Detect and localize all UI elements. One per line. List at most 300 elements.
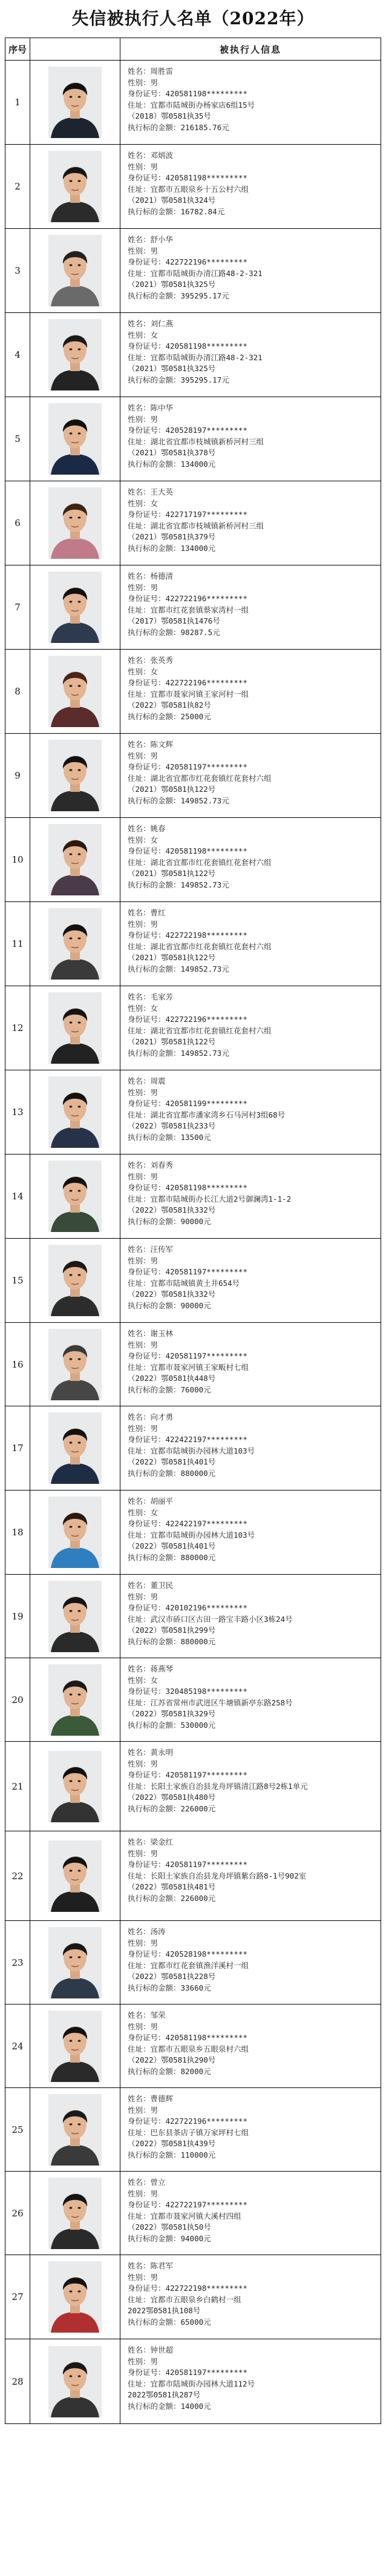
enforcement-amount: 执行标的金额：530000元 [128, 1720, 216, 1730]
portrait-photo [48, 487, 102, 559]
debtor-name: 姓名：梁金红 [128, 1837, 174, 1846]
portrait-cell [30, 229, 120, 312]
debtor-id-number: 身份证号：420581198********* [128, 846, 247, 855]
portrait-cell [30, 397, 120, 481]
portrait-photo [48, 1497, 102, 1568]
table-row [5, 986, 381, 1070]
debtor-id-number: 身份证号：422722196********* [128, 1015, 247, 1024]
debtor-gender: 性别：男 [128, 2356, 159, 2366]
case-number: （2022）鄂0581执228号 [128, 1972, 216, 1981]
debtor-id-number: 身份证号：320485198********* [128, 1687, 247, 1696]
debtor-address: 住址：湖北省宜都市红花套镇红花套村六组 [128, 1026, 272, 1035]
debtor-info [120, 2172, 381, 2255]
debtor-name: 姓名：刘春秀 [128, 1161, 174, 1170]
case-number: （2021）鄂0581执378号 [128, 448, 216, 457]
debtor-name: 姓名：舒小华 [128, 235, 174, 244]
debtor-info [120, 2088, 381, 2171]
enforcement-amount: 执行标的金额：134000元 [128, 543, 216, 553]
row-number: 21 [5, 1742, 30, 1831]
debtor-name: 姓名：邓炳波 [128, 151, 174, 160]
debtor-id-number: 身份证号：422722197********* [128, 2200, 247, 2209]
enforcement-amount: 执行标的金额：90000元 [128, 1300, 211, 1310]
debtor-address: 住址：宜都市陆城街办清江路48-2-321 [128, 268, 263, 278]
portrait-photo [48, 1076, 102, 1148]
table-row [5, 1921, 381, 2004]
debtor-address: 住址：巴东县茶店子镇万家坪村七组 [128, 2127, 249, 2137]
debtor-info [120, 902, 381, 986]
portrait-photo [48, 1751, 102, 1822]
debtor-name: 姓名：曹德辉 [128, 2094, 174, 2103]
row-number: 2 [5, 145, 30, 228]
debtor-gender: 性别：男 [128, 2189, 159, 2198]
row-number: 27 [5, 2255, 30, 2339]
table-row [5, 313, 381, 397]
debtor-info [120, 1831, 381, 1920]
debtor-address: 住址：宜都市陆城街办清江路48-2-321 [128, 352, 263, 362]
debtor-address: 住址：湖北省宜都市红花套镇红花套村六组 [128, 773, 272, 783]
case-number: （2022）鄂0581执481号 [128, 1882, 216, 1891]
portrait-photo [48, 1245, 102, 1316]
debtor-id-number: 身份证号：420581198********* [128, 2033, 247, 2042]
debtor-name: 姓名：陈中华 [128, 403, 174, 412]
debtor-address: 住址：宜都市红花套镇蔡家湾村一组 [128, 605, 249, 614]
debtor-id-number: 身份证号：420581197********* [128, 762, 247, 771]
debtor-gender: 性别：女 [128, 1675, 159, 1685]
enforcement-amount: 执行标的金额：76000元 [128, 1385, 211, 1394]
case-number: （2021）鄂0581执122号 [128, 1037, 216, 1046]
debtor-gender: 性别：女 [128, 1003, 159, 1013]
table-row [5, 1658, 381, 1742]
debtor-address: 住址：宜都市陆城街办园林大道103号 [128, 1530, 255, 1540]
row-number: 25 [5, 2088, 30, 2171]
debtor-name: 姓名：刘仁燕 [128, 319, 174, 328]
debtor-name: 姓名：蒋燕琴 [128, 1664, 174, 1673]
debtor-info [120, 1491, 381, 1574]
debtor-info [120, 61, 381, 144]
portrait-cell [30, 1742, 120, 1831]
portrait-cell [30, 565, 120, 649]
header-info: 被执行人信息 [219, 44, 281, 55]
case-number: 2022鄂0581执287号 [128, 2390, 201, 2399]
debtor-info [120, 481, 381, 565]
debtor-gender: 性别：男 [128, 919, 159, 929]
portrait-photo [48, 2178, 102, 2249]
row-number: 9 [5, 734, 30, 817]
debtor-id-number: 身份证号：422722196********* [128, 2116, 247, 2126]
portrait-cell [30, 1406, 120, 1490]
portrait-cell [30, 902, 120, 986]
debtor-address: 住址：湖北省宜都市潘家湾乡石马河村3组68号 [128, 1110, 286, 1119]
portrait-cell [30, 2255, 120, 2339]
debtor-gender: 性别：女 [128, 498, 159, 508]
debtor-gender: 性别：男 [128, 751, 159, 760]
portrait-photo [48, 1927, 102, 1998]
row-number: 14 [5, 1155, 30, 1238]
portrait-cell [30, 145, 120, 228]
enforcement-amount: 执行标的金额：880000元 [128, 1636, 216, 1646]
debtor-gender: 性别：男 [128, 1848, 159, 1858]
row-number: 19 [5, 1575, 30, 1658]
debtor-id-number: 身份证号：422722196********* [128, 594, 247, 603]
table-row [5, 650, 381, 734]
debtor-gender: 性别：男 [128, 414, 159, 424]
debtor-name: 姓名：董卫民 [128, 1581, 174, 1590]
case-number: （2022）鄂0581执50号 [128, 2222, 211, 2232]
debtor-info [120, 1406, 381, 1490]
debtor-name: 姓名：汤涛 [128, 1927, 166, 1936]
enforcement-amount: 执行标的金额：134000元 [128, 459, 216, 469]
portrait-photo [48, 572, 102, 643]
case-number: （2022）鄂0581执332号 [128, 1205, 216, 1214]
table-row [5, 2172, 381, 2255]
case-number: （2022）鄂0581执480号 [128, 1793, 216, 1802]
debtor-id-number: 身份证号：420581197********* [128, 1770, 247, 1779]
table-row [5, 902, 381, 986]
case-number: （2017）鄂0581执1476号 [128, 616, 220, 625]
case-number: （2021）鄂0581执379号 [128, 532, 216, 541]
debtor-address: 住址：宜都市聂家河镇王家畈村七组 [128, 1362, 249, 1372]
debtor-id-number: 身份证号：420581197********* [128, 1267, 247, 1276]
debtor-gender: 性别：男 [128, 1087, 159, 1097]
debtor-id-number: 身份证号：422722196********* [128, 678, 247, 687]
row-number: 13 [5, 1070, 30, 1154]
portrait-photo [48, 319, 102, 390]
debtor-info [120, 818, 381, 901]
table-row [5, 61, 381, 145]
case-number: （2022）鄂0581执401号 [128, 1457, 216, 1466]
row-number: 22 [5, 1831, 30, 1920]
portrait-cell [30, 313, 120, 397]
enforcement-amount: 执行标的金额：98287.5元 [128, 627, 220, 637]
row-number: 24 [5, 2004, 30, 2087]
portrait-photo [48, 235, 102, 306]
portrait-cell [30, 2339, 120, 2423]
table-row [5, 1323, 381, 1406]
debtor-id-number: 身份证号：420581197********* [128, 2368, 247, 2377]
debtor-gender: 性别：男 [128, 2272, 159, 2282]
portrait-photo [48, 1412, 102, 1484]
debtor-info [120, 2004, 381, 2087]
table-row [5, 2004, 381, 2088]
portrait-photo [48, 2011, 102, 2082]
debtor-gender: 性别：男 [128, 582, 159, 592]
debtor-id-number: 身份证号：422722196********* [128, 257, 247, 266]
table-row [5, 1491, 381, 1575]
debtor-address: 住址：宜都市五眼泉乡十五公村六组 [128, 184, 249, 194]
portrait-cell [30, 1155, 120, 1238]
table-row [5, 1155, 381, 1239]
debtor-gender: 性别：男 [128, 2021, 159, 2031]
case-number: （2022）鄂0581执332号 [128, 1290, 216, 1299]
debtor-name: 姓名：黄永明 [128, 1748, 174, 1757]
table-row [5, 145, 381, 229]
debtor-name: 姓名：胡丽平 [128, 1497, 174, 1506]
portrait-cell [30, 1658, 120, 1741]
debtor-info [120, 650, 381, 733]
debtor-name: 姓名：张英秀 [128, 656, 174, 665]
enforcement-amount: 执行标的金额：226000元 [128, 1893, 216, 1903]
debtor-address: 住址：宜都市五眼泉乡白鹤村一组 [128, 2294, 241, 2304]
portrait-photo [48, 67, 102, 138]
debtor-address: 住址：宜都市五眼泉乡五眼泉村六组 [128, 2044, 249, 2054]
enforcement-amount: 执行标的金额：149852.73元 [128, 796, 229, 805]
row-number: 3 [5, 229, 30, 312]
portrait-photo [48, 2094, 102, 2166]
debtor-address: 住址：宜都市陆城街办园林大道103号 [128, 1446, 255, 1455]
row-number: 28 [5, 2339, 30, 2423]
portrait-cell [30, 61, 120, 144]
debtor-name: 姓名：曹红 [128, 908, 166, 917]
enforcement-amount: 执行标的金额：16782.84元 [128, 206, 225, 216]
portrait-cell [30, 2088, 120, 2171]
row-number: 26 [5, 2172, 30, 2255]
debtor-name: 姓名：姚春 [128, 824, 166, 833]
row-number: 1 [5, 61, 30, 144]
row-number: 5 [5, 397, 30, 481]
debtor-name: 姓名：向才勇 [128, 1412, 174, 1421]
header-no: 序号 [5, 38, 30, 60]
debtor-name: 姓名：陈文辉 [128, 740, 174, 749]
debtor-name: 姓名：陈君军 [128, 2261, 174, 2270]
debtor-name: 姓名：杨德清 [128, 572, 174, 581]
table-row [5, 1575, 381, 1658]
portrait-photo [48, 1581, 102, 1652]
debtor-id-number: 身份证号：420581197********* [128, 1351, 247, 1360]
debtor-name: 姓名：钟世超 [128, 2345, 174, 2354]
debtor-info [120, 1921, 381, 2004]
debtor-info [120, 1155, 381, 1238]
debtor-gender: 性别：女 [128, 330, 159, 340]
enforcement-amount: 执行标的金额：90000元 [128, 1216, 211, 1226]
enforcement-amount: 执行标的金额：94000元 [128, 2233, 211, 2243]
portrait-cell [30, 1239, 120, 1322]
debtor-info [120, 1239, 381, 1322]
debtor-gender: 性别：男 [128, 162, 159, 171]
debtor-address: 住址：宜都市陆城街办园林大道112号 [128, 2379, 255, 2388]
table-row [5, 1406, 381, 1491]
debtor-info [120, 1742, 381, 1831]
debtor-gender: 性别：女 [128, 667, 159, 676]
debtor-gender: 性别：男 [128, 1340, 159, 1349]
debtor-name: 姓名：周震 [128, 1076, 166, 1085]
debtor-name: 姓名：周胜雷 [128, 67, 174, 76]
debtor-name: 姓名：汪传军 [128, 1245, 174, 1254]
enforcement-amount: 执行标的金额：149852.73元 [128, 880, 229, 889]
row-number: 4 [5, 313, 30, 397]
case-number: （2022）鄂0581执82号 [128, 700, 211, 710]
row-number: 8 [5, 650, 30, 733]
table-row [5, 1239, 381, 1323]
enforcement-amount: 执行标的金额：149852.73元 [128, 1048, 229, 1058]
debtor-id-number: 身份证号：420528198********* [128, 1949, 247, 1958]
enforcement-amount: 执行标的金额：25000元 [128, 711, 211, 721]
debtor-info [120, 565, 381, 649]
debtor-id-number: 身份证号：422717197********* [128, 510, 247, 519]
debtor-gender: 性别：男 [128, 77, 159, 87]
case-number: （2021）鄂0581执325号 [128, 280, 216, 289]
debtor-gender: 性别：男 [128, 1938, 159, 1948]
row-number: 20 [5, 1658, 30, 1741]
table-row [5, 1742, 381, 1831]
debtor-name: 姓名：邹荣 [128, 2011, 166, 2020]
row-number: 12 [5, 986, 30, 1070]
debtor-info [120, 1658, 381, 1741]
debtor-address: 住址：宜都市聂家河镇大溪村四组 [128, 2211, 241, 2221]
enforcement-amount: 执行标的金额：216185.76元 [128, 122, 229, 132]
enforcement-amount: 执行标的金额：14000元 [128, 2401, 211, 2411]
row-number: 6 [5, 481, 30, 565]
portrait-cell [30, 818, 120, 901]
case-number: （2021）鄂0581执122号 [128, 953, 216, 962]
page-title: 失信被执行人名单（2022年） [71, 8, 315, 28]
debtor-gender: 性别：男 [128, 1423, 159, 1433]
debtor-address: 住址：湖北省宜都市枝城镇新桥河村三组 [128, 436, 264, 446]
blacklist-table [5, 38, 381, 2424]
row-number: 10 [5, 818, 30, 901]
debtor-address: 住址：湖北省宜都市红花套镇红花套村六组 [128, 941, 272, 951]
portrait-cell [30, 2172, 120, 2255]
table-row [5, 734, 381, 818]
row-number: 11 [5, 902, 30, 986]
debtor-id-number: 身份证号：420102196********* [128, 1603, 247, 1612]
debtor-id-number: 身份证号：420581198********* [128, 173, 247, 182]
table-body [5, 61, 381, 2423]
debtor-info [120, 2255, 381, 2339]
debtor-gender: 性别：男 [128, 1592, 159, 1601]
debtor-name: 姓名：毛家芳 [128, 992, 174, 1001]
debtor-address: 住址：宜都市陆城镇黄土井654号 [128, 1278, 240, 1288]
debtor-address: 住址：长阳土家族自治县龙舟坪镇紫台路8-1号902室 [128, 1871, 307, 1880]
enforcement-amount: 执行标的金额：65000元 [128, 2317, 211, 2327]
debtor-id-number: 身份证号：420581198********* [128, 341, 247, 351]
debtor-id-number: 身份证号：420581199********* [128, 1099, 247, 1108]
portrait-cell [30, 1575, 120, 1658]
debtor-info [120, 397, 381, 481]
case-number: （2022）鄂0581执329号 [128, 1709, 216, 1718]
portrait-cell [30, 1921, 120, 2004]
portrait-photo [48, 151, 102, 222]
case-number: （2022）鄂0581执233号 [128, 1121, 216, 1130]
table-row [5, 229, 381, 313]
debtor-address: 住址：江苏省常州市武进区牛塘镇新亭东路258号 [128, 1698, 293, 1707]
enforcement-amount: 执行标的金额：149852.73元 [128, 964, 229, 973]
debtor-info [120, 986, 381, 1070]
enforcement-amount: 执行标的金额：13500元 [128, 1132, 211, 1142]
debtor-address: 住址：湖北省宜都市枝城镇新桥河村三组 [128, 521, 264, 530]
enforcement-amount: 执行标的金额：226000元 [128, 1804, 216, 1813]
table-row [5, 1831, 381, 1921]
enforcement-amount: 执行标的金额：110000元 [128, 2150, 216, 2159]
table-row [5, 1070, 381, 1155]
table-row [5, 397, 381, 481]
row-number: 15 [5, 1239, 30, 1322]
debtor-id-number: 身份证号：422722198********* [128, 931, 247, 940]
case-number: （2018）鄂0581执35号 [128, 111, 211, 120]
case-number: （2022）鄂0581执299号 [128, 1626, 216, 1635]
portrait-cell [30, 1323, 120, 1406]
table-row [5, 565, 381, 650]
debtor-address: 住址：宜都市红花套镇渔洋溪村一组 [128, 1960, 249, 1970]
debtor-id-number: 身份证号：422722198********* [128, 2284, 247, 2293]
debtor-id-number: 身份证号：422422197********* [128, 1435, 247, 1444]
table-row [5, 481, 381, 565]
debtor-address: 住址：宜都市陆城街办长江大道2号御澜湾1-1-2 [128, 1194, 292, 1204]
enforcement-amount: 执行标的金额：33660元 [128, 1983, 211, 1992]
portrait-photo [48, 992, 102, 1064]
portrait-cell [30, 650, 120, 733]
portrait-cell [30, 1070, 120, 1154]
case-number: （2022）鄂0581执290号 [128, 2055, 216, 2064]
row-number: 16 [5, 1323, 30, 1406]
debtor-info [120, 1070, 381, 1154]
debtor-info [120, 734, 381, 817]
case-number: （2021）鄂0581执122号 [128, 785, 216, 794]
portrait-photo [48, 2261, 102, 2333]
debtor-info [120, 145, 381, 228]
case-number: （2022）鄂0581执401号 [128, 1541, 216, 1550]
case-number: （2022）鄂0581执448号 [128, 1374, 216, 1383]
case-number: （2022）鄂0581执439号 [128, 2139, 216, 2148]
portrait-cell [30, 1831, 120, 1920]
row-number: 18 [5, 1491, 30, 1574]
portrait-photo [48, 2346, 102, 2417]
portrait-photo [48, 1840, 102, 1912]
debtor-address: 住址：宜都市陆城街办杨家店6组15号 [128, 100, 255, 110]
enforcement-amount: 执行标的金额：82000元 [128, 2066, 211, 2076]
enforcement-amount: 执行标的金额：880000元 [128, 1552, 216, 1562]
portrait-photo [48, 1161, 102, 1232]
portrait-cell [30, 1491, 120, 1574]
debtor-name: 姓名：曾立 [128, 2178, 166, 2187]
enforcement-amount: 执行标的金额：880000元 [128, 1468, 216, 1478]
debtor-gender: 性别：男 [128, 1759, 159, 1768]
debtor-id-number: 身份证号：420581198********* [128, 89, 247, 98]
portrait-photo [48, 1664, 102, 1736]
debtor-address: 住址：武汉市硚口区古田一路宝丰路小区3栋24号 [128, 1614, 293, 1624]
debtor-id-number: 身份证号：420581197********* [128, 1860, 247, 1869]
portrait-cell [30, 481, 120, 565]
debtor-name: 姓名：王大英 [128, 487, 174, 496]
row-number: 23 [5, 1921, 30, 2004]
portrait-photo [48, 1329, 102, 1400]
debtor-address: 住址：长阳土家族自治县龙舟坪镇清江路8号2栋1单元 [128, 1781, 308, 1791]
debtor-gender: 性别：男 [128, 1171, 159, 1181]
debtor-id-number: 身份证号：422422197********* [128, 1519, 247, 1528]
table-row [5, 818, 381, 902]
case-number: （2021）鄂0581执325号 [128, 364, 216, 373]
portrait-photo [48, 740, 102, 811]
case-number: （2021）鄂0581执324号 [128, 196, 216, 205]
debtor-id-number: 身份证号：420528197********* [128, 426, 247, 435]
debtor-info [120, 1575, 381, 1658]
debtor-info [120, 229, 381, 312]
enforcement-amount: 执行标的金额：395295.17元 [128, 291, 229, 300]
table-header [5, 38, 381, 61]
table-row [5, 2339, 381, 2423]
portrait-cell [30, 2004, 120, 2087]
row-number: 17 [5, 1406, 30, 1490]
portrait-cell [30, 734, 120, 817]
debtor-info [120, 1323, 381, 1406]
case-number: 2022鄂0581执108号 [128, 2306, 201, 2315]
table-row [5, 2088, 381, 2172]
debtor-name: 姓名：谢玉林 [128, 1329, 174, 1338]
portrait-photo [48, 824, 102, 895]
portrait-cell [30, 986, 120, 1070]
debtor-id-number: 身份证号：420581198********* [128, 1183, 247, 1192]
debtor-address: 住址：宜都市聂家河镇王家河村一组 [128, 689, 249, 699]
enforcement-amount: 执行标的金额：395295.17元 [128, 375, 229, 384]
